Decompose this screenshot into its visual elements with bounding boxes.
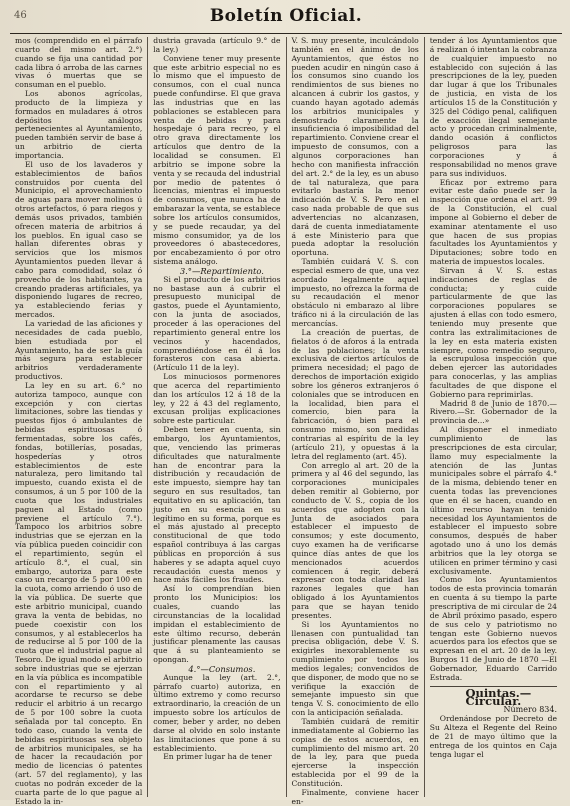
header — [10, 6, 562, 32]
paragraph: Al disponer el inmediato cumplimiento de las prescripciones de esta circular, llamo muy especialmente la atención de las Juntas municipales sobre el párrafo 4.° de la misma, debiendo tener en cuenta todas las prevenciones que en él se hacen, cuando en último recurso hayan tenido necesidad los Ayuntamientos de establecer el impuesto sobre consumos, después de haber agotado uno á uno los demás arbitrios que la ley otorga se utilicen en primer término y casi exclusivamente. — [429, 425, 557, 576]
section-heading: 3.°—Repartimiento. — [179, 265, 264, 276]
paragraph: Si los Ayuntamientos no llenasen con puntualidad tan precisa obligación, debe V. S. exigirles inexorablemente su cumplimiento por todos los medios legales; convencidos de que disponer, de modo que no se verifique la exacción de semejante impuesto sin que tenga V. S. conocimiento de ello con la anticipación señalada. — [291, 619, 419, 718]
text-columns — [10, 36, 562, 806]
paragraph: Así lo comprendían bien pronto los Municipios: los cuales, cuando las circunstancias de la localidad impidan el establecimiento de este último recurso, deberán justificar plenamente las causas que á su planteamiento se opongan. — [153, 584, 281, 665]
column-2 — [148, 37, 286, 797]
paragraph: Los abonos agrícolas, producto de la limpieza y formados en muladares á otros depósitos análogos pertenecientes al Ayuntamiento, pueden también servir de base á un arbitrio de cierta importancia. — [15, 89, 143, 160]
paragraph: Eficaz por extremo para evitar este daño puede ser la inspección que ordena el art. 99 de la Constitución, el cual impone al Gobierno el deber de examinar atentamente el uso que hacen de sus propias facultades los Ayuntamientos y Diputaciones; sobre todo en materia de impuestos locales. — [429, 177, 557, 267]
circular-number: Número 834. — [503, 705, 557, 715]
paragraph: En primer lugar ha de tener — [163, 752, 272, 762]
paragraph: dustria gravada (artículo 9.° de la ley.) — [153, 36, 281, 54]
paragraph: Ordenándose por Decreto de Su Alteza el Regente del Reino de 21 de mayo último que la entrega de los quintos en Caja tenga lugar el — [429, 714, 557, 759]
paragraph: mos (comprendido en el párrafo cuarto del mismo art. 2.°) cuando se fija una cantidad por cada libra ó arroba de las carnes vivas ó muertas que se consuman en el pueblo. — [15, 36, 143, 90]
column-4 — [425, 37, 562, 797]
header-rule — [10, 33, 562, 34]
paragraph: tender á los Ayuntamientos que á realizan ó intentan la cobranza de cualquier impuesto no establecido con sujeción á las prescripciones de la ley, pueden dar lugar á que los Tribunales de justicia, en vista de los artículos 15 de la Constitución y 325 del Código penal, califiquen de exacción ilegal semejante acto y procedan criminalmente, dando ocasión á conflictos peligrosos para las corporaciones y á responsabilidad no menos grave para sus individuos. — [429, 36, 557, 178]
paragraph: Si el producto de los arbitrios no bastase aun á cubrir el presupuesto municipal de gastos, puede el Ayuntamiento, con la junta de asociados, proceder á las operaciones del repartimiento general entre los vecinos y hacendados, comprendiéndose en él á los forasteros con casa abierta. (Artículo 11 de la ley). — [153, 274, 281, 373]
quintas-heading: Quintas.—Circular. — [465, 685, 532, 709]
paragraph: También cuidará de remitir inmediatamente al Gobierno las copias de estos acuerdos, en cumplimiento del mismo art. 20 de la ley, para que pueda ejercerse la inspección establecida por el 99 de la Constitución. — [291, 716, 419, 788]
paragraph: Aunque la ley (art. 2.°, párrafo cuarto) autoriza, en último extremo y como recurso extraordinario, la creación de un impuesto sobre los artículos de comer, beber y arder, no deben darse al olvido en solo instante las limitaciones que pone á su establecimiento. — [153, 672, 281, 753]
paragraph: Con arreglo al art. 20 de la primera y al 46 del segundo, las corporaciones municipales deben remitir al Gobierno, por conducto de V. S., copia de los acuerdos que adopten con la Junta de asociados para establecer el impuesto de consumos; y este documento, cuyo examen ha de verificarse quince días antes de que los mencionados acuerdos comiencen á regir, deberá expresar con toda claridad las razones legales que han obligado á los Ayuntamientos para que se hayan tenido presentes. — [291, 460, 419, 620]
paragraph: El uso de los lavaderos y establecimientos de baños construidos por cuenta del Municipio, el aprovechamiento de aguas para mover molinos ú otros artefactos, ó para riegos y demás usos privados, también ofrecen materia de arbitrios á los pueblos. En igual caso se hallan diferentes obras y servicios que los mismos Ayuntamientos pueden llevar á cabo para comodidad, solaz ó provecho de los habitantes, ya creando praderas artificiales, ya disponiendo lugares de recreo, ya estableciendo ferias y mercados. — [15, 159, 143, 320]
section-heading: 4.°—Consumos. — [188, 663, 256, 674]
page-title: Boletín Oficial. — [209, 6, 363, 26]
paragraph: V. S. muy presente, inculcándolo también en el ánimo de los Ayuntamientos, que éstos no pueden acudir en ningún caso á los consumos sino cuando los rendimientos de sus bienes no alcancen á cubrir los gastos, y cuando hayan agotado además los arbitrios municipales y demostrado claramente la insuficiencia ó imposibilidad del repartimiento. Conviene crear el impuesto de consumos, con a algunos corporaciones han hecho con manifiesta infracción del art. 2.° de la ley, es un abuso de tal naturaleza, que para evitarlo bastaría la menor indicación de V. S. Pero en el caso nada probable de que sus advertencias no alcanzasen, dará de cuenta inmediatamente á este Ministerio para que pueda adoptar la resolución oportuna. — [291, 36, 419, 258]
paragraph: La variedad de las aficiones y necesidades de cada pueblo, bien estudiada por el Ayuntamiento, ha de ser la guía más segura para establecer arbitrios verdaderamente productivos. — [15, 319, 143, 382]
page-number: 46 — [14, 10, 27, 21]
paragraph: Como los Ayuntamientos todos de esta provincia tomarán en cuenta á su tiempo la parte prescriptiva de mi circular de 24 de Abril próximo pasado, espero de sus celo y patriotismo no tengan este Gobierno nuevos acuerdos para los efectos que se expresan en el art. 20 de la ley. Burgos 11 de Junio de 1870 —El Gobernador, Eduardo Carrido Estrada. — [429, 575, 557, 682]
column-3 — [287, 36, 425, 806]
column-1 — [10, 36, 148, 806]
paragraph: Deben tener en cuenta, sin embargo, los Ayuntamientos, que, venciendo las primeras dificultades que naturalmente han de encontrar para la distribución y recaudación de este impuesto, siempre hay tan seguro en sus resultados, tan equitativo en su aplicación, tan justo en su esencia en su legítimo en su forma, porque es el más ajustado al precepto constitucional de que todo español contribuya á las cargas públicas en proporción á sus haberes y se adapta aquel cuyo recaudación cuesta menos y hace más fáciles los fraudes. — [153, 425, 281, 585]
paragraph: Conviene tener muy presente que este arbitrio especial no es lo mismo que el impuesto de consumos, con el cual nunca puede confundirse. El que grava las industrias que en las poblaciones se establecen para venta de bebidas y para hospedaje ó para recreo, y el otro grava directamente los artículos que dentro de la localidad se consumen. El arbitrio se impone sobre la venta y se recauda del industrial por medio de patentes ó licencias, mientras el impuesto de consumos, que nunca ha de embarazar la venta, se establece sobre los artículos consumidos, y se puede recaudar, ya del mismo consumidor, ya de los proveedores ó abastecedores, por encabezamiento ó por otro sistema análogo. — [153, 53, 281, 267]
paragraph: La ley en su art. 6.° no autoriza tampoco, aunque con excepción y con ciertas limitaciones, sobre las tiendas y puestos fijos ó ambulantes de bebidas espirituosas ó fermentadas, sobre los cafés, fondas, botillerías, posadas, hospederías y otros establecimientos de este naturaleza, pero limitando tal impuesto, cuando exista el de consumos, á un 5 por 100 de la cuota que los industriales paguen al Estado (como previene el artículo 7.°). Tampoco los arbitrios sobre industrias que se ejerzan en la vía pública pueden coincidir con el repartimiento, según el artículo 8.°, el cual, sin embargo, autoriza para este caso un recargo de 5 por 100 en la cuota, como arriendo ó uso de la vía pública. De suerte que este arbitrio municipal, cuando grava la venta de bebidas, no puede coexistir con los consumos, y al establecerlos ha de reducirse al 5 por 100 de la cuota que el industrial pague al Tesoro. De igual modo el arbitrio sobre industrias que se ejerzan en la vía pública es incompatible con el repartimiento y al acordarse te recurso se debe reducir el arbitrio á un recargo de 5 por 100 sobre la cuota señalada por tal concepto. En todo caso, cuando la venta de bebidas espirituosas sea objeto de arbitrios municipales, se ha de hacer la recaudación por medio de licencias ó patentes (art. 57 del reglamento), y las cuotas no podrán exceder de la cuarta parte de lo que pague al Estado la in- — [15, 380, 143, 806]
paragraph: Los minuciosos pormenores que acerca del repartimiento dan los artículos 12 á 18 de la ley, y 22 á 43 del reglamento, excusan prolijas explicaciones sobre este particular. — [153, 372, 281, 426]
paragraph: La creación de puertas, de fielatos ó de aforos á la entrada de las poblaciones; la venta exclusiva de ciertos artículos de primera necesidad; el pago de derechos de importación exigido sobre los géneros extranjeros ó coloniales que se introducen en la localidad, bien para el comercio, bien para la fabricación, ó bien para el consumo mismo, son medidas contrarias al espíritu de la ley (artículo 21), y opuestas á la letra del reglamento (art. 45). — [291, 327, 419, 461]
paragraph: Sirvan á V. S. estas indicaciones de reglas de conducta; y cuide particularmente de que las corporaciones populares se ajusten á ellas con todo esmero, teniendo muy presente que contra las extralimitaciones de la ley en esta materia existen siempre, como remedio seguro, la escrupulosa inspección que deben ejercer las autoridades para conocerlas, y las amplias facultades de que dispone el Gobierno para reprimirlas. — [429, 265, 557, 399]
paragraph: Finalmente, conviene hacer en- — [291, 787, 419, 806]
paragraph: También cuidará V. S. con especial esmero de que, una vez acordado legalmente aquel impuesto, no ofrezca la forma de su recaudación el menor obstáculo ni embarazo al libre tráfico ni á la circulación de las mercancías. — [291, 257, 419, 328]
paragraph: Madrid 8 de Junio de 1870.— Rivero.—Sr. Gobernador de la provincia de...» — [429, 398, 557, 426]
